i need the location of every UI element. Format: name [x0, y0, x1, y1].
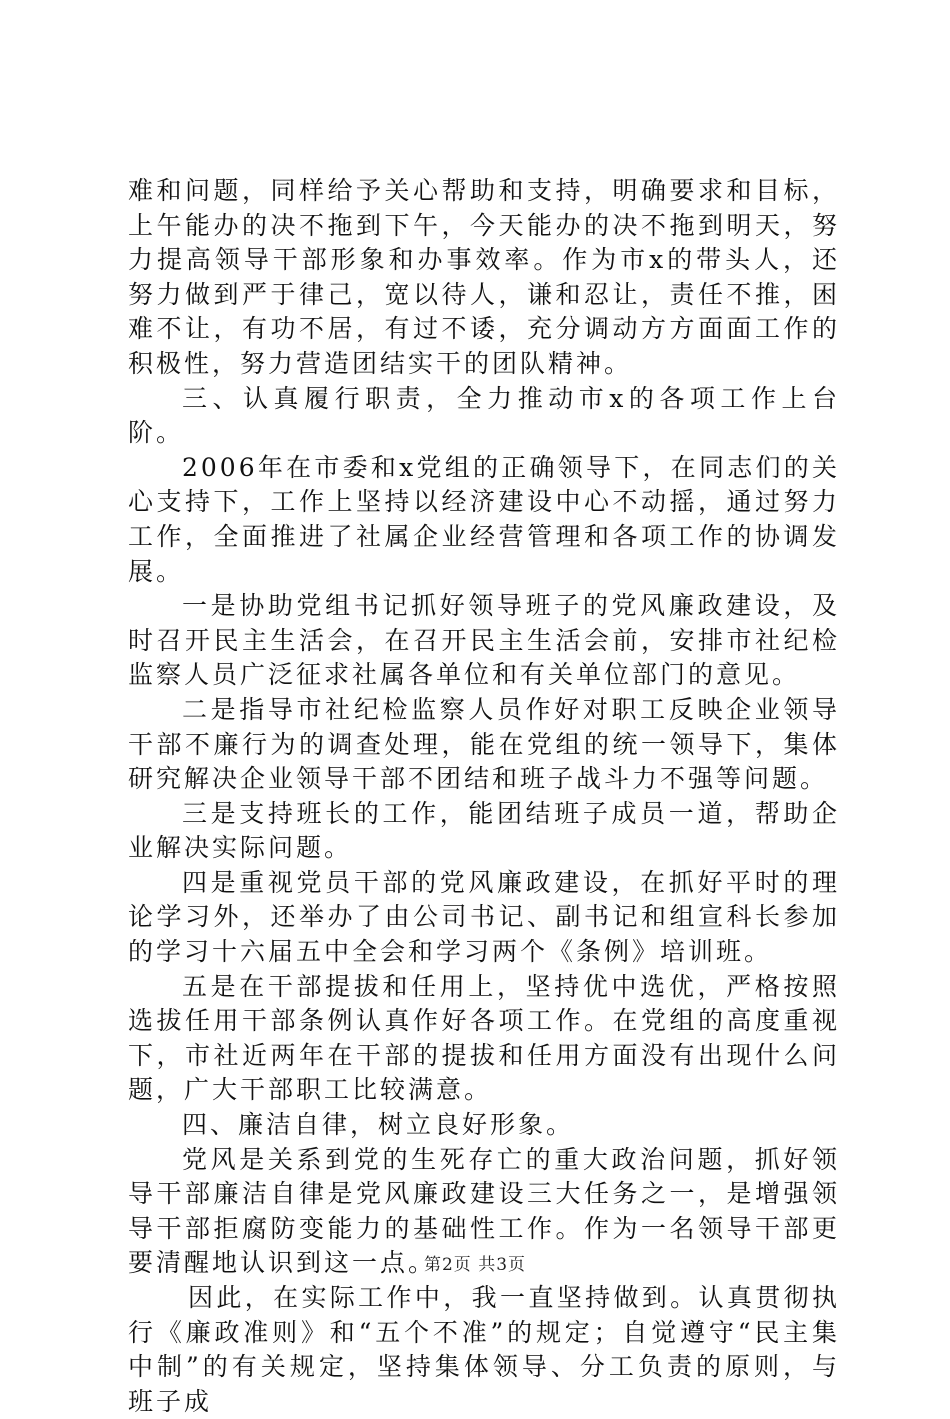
- paragraph-continuation: 难和问题，同样给予关心帮助和支持，明确要求和目标，上午能办的决不拖到下午，今天能办的决不拖到明天，努力提高领导干部形象和办事效率。作为市x的带头人，还努力做到严于律己，宽以待人，谦和忍让，责任不推，困难不让，有功不居，有过不诿，充分调动方方面面工作的积极性，努力营造团结实干的团队精神。: [128, 176, 840, 378]
- paragraph-item-5: 五是在干部提拔和任用上，坚持优中选优，严格按照选拔任用干部条例认真作好各项工作。在党组的高度重视下，市社近两年在干部的提拔和任用方面没有出现什么问题，广大干部职工比较满意。: [128, 971, 840, 1105]
- section-heading-4: 四、廉洁自律，树立良好形象。: [182, 1110, 575, 1140]
- section-heading-3: 三、认真履行职责，全力推动市x的各项工作上台阶。: [128, 383, 840, 448]
- page-number-footer: 第2页 共3页: [423, 1255, 527, 1275]
- paragraph-item-1: 一是协助党组书记抓好领导班子的党风廉政建设，及时召开民主生活会，在召开民主生活会前，安排市社纪检监察人员广泛征求社属各单位和有关单位部门的意见。: [128, 591, 840, 690]
- document-body: [128, 174, 840, 1419]
- paragraph-2006-work: 2006年在市委和x党组的正确领导下，在同志们的关心支持下，工作上坚持以经济建设中心不动摇，通过努力工作，全面推进了社属企业经营管理和各项工作的协调发展。: [128, 452, 840, 586]
- paragraph-item-4: 四是重视党员干部的党风廉政建设，在抓好平时的理论学习外，还举办了由公司书记、副书记和组宣科长参加的学习十六届五中全会和学习两个《条例》培训班。: [128, 867, 840, 967]
- paragraph-item-3: 三是支持班长的工作，能团结班子成员一道，帮助企业解决实际问题。: [128, 798, 840, 863]
- paragraph-practice: 因此，在实际工作中，我一直坚持做到。认真贯彻执行《廉政准则》和“五个不准”的规定；自觉遵守“民主集中制”的有关规定，坚持集体领导、分工负责的原则，与班子成: [128, 1283, 840, 1416]
- paragraph-party-conduct: 党风是关系到党的生死存亡的重大政治问题，抓好领导干部廉洁自律是党风廉政建设三大任务之一，是增强领导干部拒腐防变能力的基础性工作。作为一名领导干部更要清醒地认识到这一点。: [128, 1144, 840, 1278]
- paragraph-item-2: 二是指导市社纪检监察人员作好对职工反映企业领导干部不廉行为的调查处理，能在党组的统一领导下，集体研究解决企业领导干部不团结和班子战斗力不强等问题。: [128, 694, 840, 794]
